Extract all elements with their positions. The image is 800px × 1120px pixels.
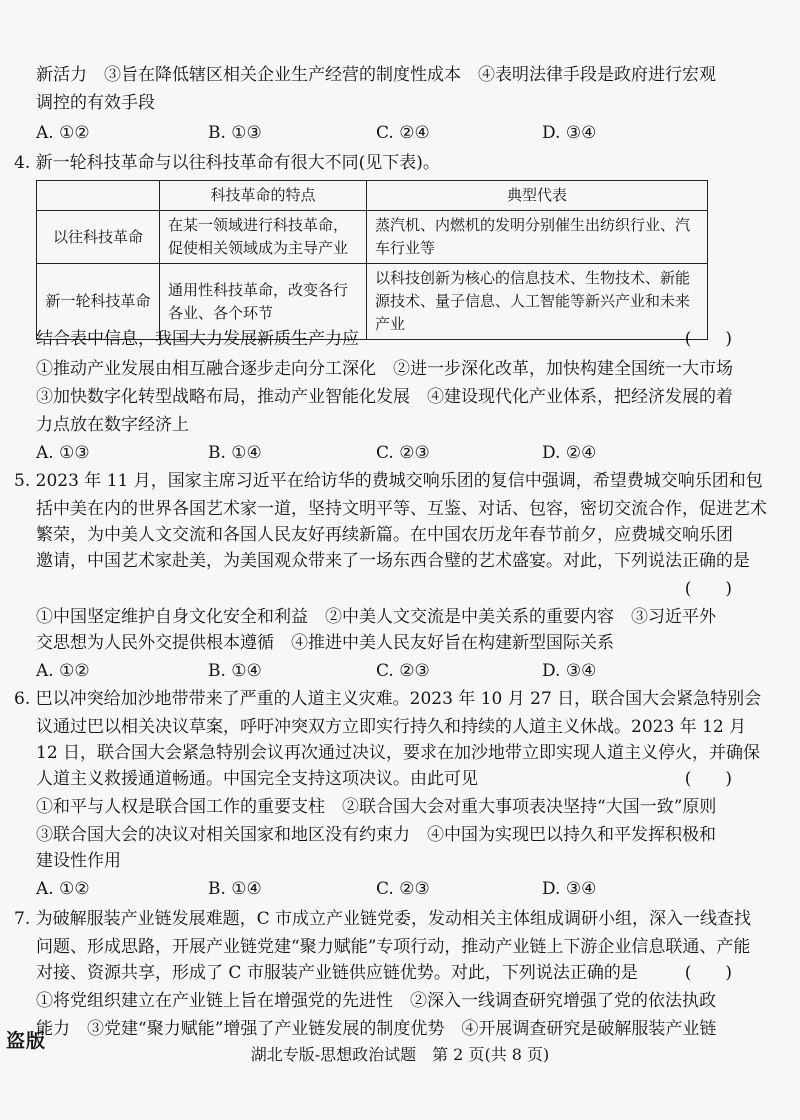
q3-options <box>36 120 736 146</box>
option-c[interactable]: C. ②③ <box>376 879 430 899</box>
table-cell: 以科技创新为核心的信息技术、生物技术、新能源技术、量子信息、人工智能等新兴产业和未来产业 <box>367 264 708 340</box>
comparison-table <box>36 180 708 340</box>
table-header-cell: 科技革命的特点 <box>160 181 367 211</box>
option-a[interactable]: A. ①③ <box>36 443 90 463</box>
option-a[interactable]: A. ①② <box>36 123 90 143</box>
table-cell: 通用性科技革命，改变各行各业、各个环节 <box>160 264 367 340</box>
table-row <box>37 211 708 264</box>
q6-options <box>36 876 736 902</box>
q7-stem-line: 对接、资源共享，形成了 C 市服装产业链供应链优势。对此，下列说法正确的是 <box>36 963 638 983</box>
table-cell: 在某一领域进行科技革命，促使相关领域成为主导产业 <box>160 211 367 264</box>
q4-statement: 力点放在数字经济上 <box>36 415 189 435</box>
q4-options <box>36 440 736 466</box>
table-header-cell <box>37 181 160 211</box>
table-header-cell: 典型代表 <box>367 181 708 211</box>
q6-stem-line: 12 日，联合国大会紧急特别会议再次通过决议，要求在加沙地带立即实现人道主义停火，并确保 <box>36 743 761 763</box>
option-c[interactable]: C. ②③ <box>376 661 430 681</box>
q7-statement: 能力 ③党建“聚力赋能”增强了产业链发展的制度优势 ④开展调查研究是破解服装产业链 <box>36 1019 717 1039</box>
piracy-stamp: 盗版 <box>6 1030 47 1052</box>
table-cell: 蒸汽机、内燃机的发明分别催生出纺织行业、汽车行业等 <box>367 211 708 264</box>
q6-stem-line: 6. 巴以冲突给加沙地带带来了严重的人道主义灾难。2023 年 10 月 27 日，联合国大会紧急特别会 <box>14 689 762 709</box>
option-b[interactable]: B. ①④ <box>208 443 262 463</box>
q5-stem-line: 括中美在内的世界各国艺术家一道，坚持文明平等、互鉴、对话、包容，密切交流合作，促进艺术 <box>36 499 767 519</box>
table-row-header: 新一轮科技革命 <box>37 264 160 340</box>
table-header-row <box>37 181 708 211</box>
q4-question: 结合表中信息，我国大力发展新质生产力应 <box>36 329 359 349</box>
q5-statement: 交思想为人民外交提供根本遵循 ④推进中美人民友好旨在构建新型国际关系 <box>36 633 614 653</box>
option-b[interactable]: B. ①③ <box>208 123 262 143</box>
q3-continuation-line: 调控的有效手段 <box>36 93 155 113</box>
q6-statement: ③联合国大会的决议对相关国家和地区没有约束力 ④中国为实现巴以持久和平发挥积极和 <box>36 825 716 845</box>
option-c[interactable]: C. ②④ <box>376 123 430 143</box>
option-a[interactable]: A. ①② <box>36 661 90 681</box>
table-row-header: 以往科技革命 <box>37 211 160 264</box>
option-b[interactable]: B. ①④ <box>208 879 262 899</box>
q6-stem-line: 议通过巴以相关决议草案，呼吁冲突双方立即实行持久和持续的人道主义休战。2023 年 12 月 <box>36 717 747 737</box>
option-d[interactable]: D. ③④ <box>542 661 597 681</box>
answer-paren[interactable]: ( ) <box>684 579 732 599</box>
q4-stem: 4. 新一轮科技革命与以往科技革命有很大不同(见下表)。 <box>14 153 440 173</box>
option-d[interactable]: D. ③④ <box>542 879 597 899</box>
q6-statement: 建设性作用 <box>36 851 121 871</box>
option-d[interactable]: D. ③④ <box>542 123 597 143</box>
q7-stem-line: 7. 为破解服装产业链发展难题，C 市成立产业链党委，发动相关主体组成调研小组，深入一线查找 <box>14 909 752 929</box>
answer-paren[interactable]: ( ) <box>684 329 732 349</box>
q5-stem-line: 5. 2023 年 11 月，国家主席习近平在给访华的费城交响乐团的复信中强调，希望费城交响乐团和包 <box>14 471 763 491</box>
q5-statement: ①中国坚定维护自身文化安全和利益 ②中美人文交流是中美关系的重要内容 ③习近平外 <box>36 607 716 627</box>
option-a[interactable]: A. ①② <box>36 879 90 899</box>
option-c[interactable]: C. ②③ <box>376 443 430 463</box>
q4-statement: ③加快数字化转型战略布局，推动产业智能化发展 ④建设现代化产业体系，把经济发展的着 <box>36 387 733 407</box>
q5-stem-line: 繁荣，为中美人文交流和各国人民友好再续新篇。在中国农历龙年春节前夕，应费城交响乐团 <box>36 525 733 545</box>
q5-options <box>36 658 736 684</box>
q6-stem-line: 人道主义救援通道畅通。中国完全支持这项决议。由此可见 <box>36 769 478 789</box>
q3-continuation-line: 新活力 ③旨在降低辖区相关企业生产经营的制度性成本 ④表明法律手段是政府进行宏观 <box>36 65 716 85</box>
q7-statement: ①将党组织建立在产业链上旨在增强党的先进性 ②深入一线调查研究增强了党的依法执政 <box>36 991 716 1011</box>
q4-statement: ①推动产业发展由相互融合逐步走向分工深化 ②进一步深化改革，加快构建全国统一大市场 <box>36 359 733 379</box>
q5-stem-line: 邀请，中国艺术家赴美，为美国观众带来了一场东西合璧的艺术盛宴。对此，下列说法正确的是 <box>36 551 750 571</box>
q6-statement: ①和平与人权是联合国工作的重要支柱 ②联合国大会对重大事项表决坚持“大国一致”原则 <box>36 797 717 817</box>
page-footer: 湖北专版-思想政治试题 第 2 页(共 8 页) <box>250 1045 550 1064</box>
q7-stem-line: 问题、形成思路，开展产业链党建“聚力赋能”专项行动，推动产业链上下游企业信息联通、产能 <box>36 937 751 957</box>
option-d[interactable]: D. ②④ <box>542 443 597 463</box>
answer-paren[interactable]: ( ) <box>684 963 732 983</box>
option-b[interactable]: B. ①④ <box>208 661 262 681</box>
answer-paren[interactable]: ( ) <box>684 769 732 789</box>
